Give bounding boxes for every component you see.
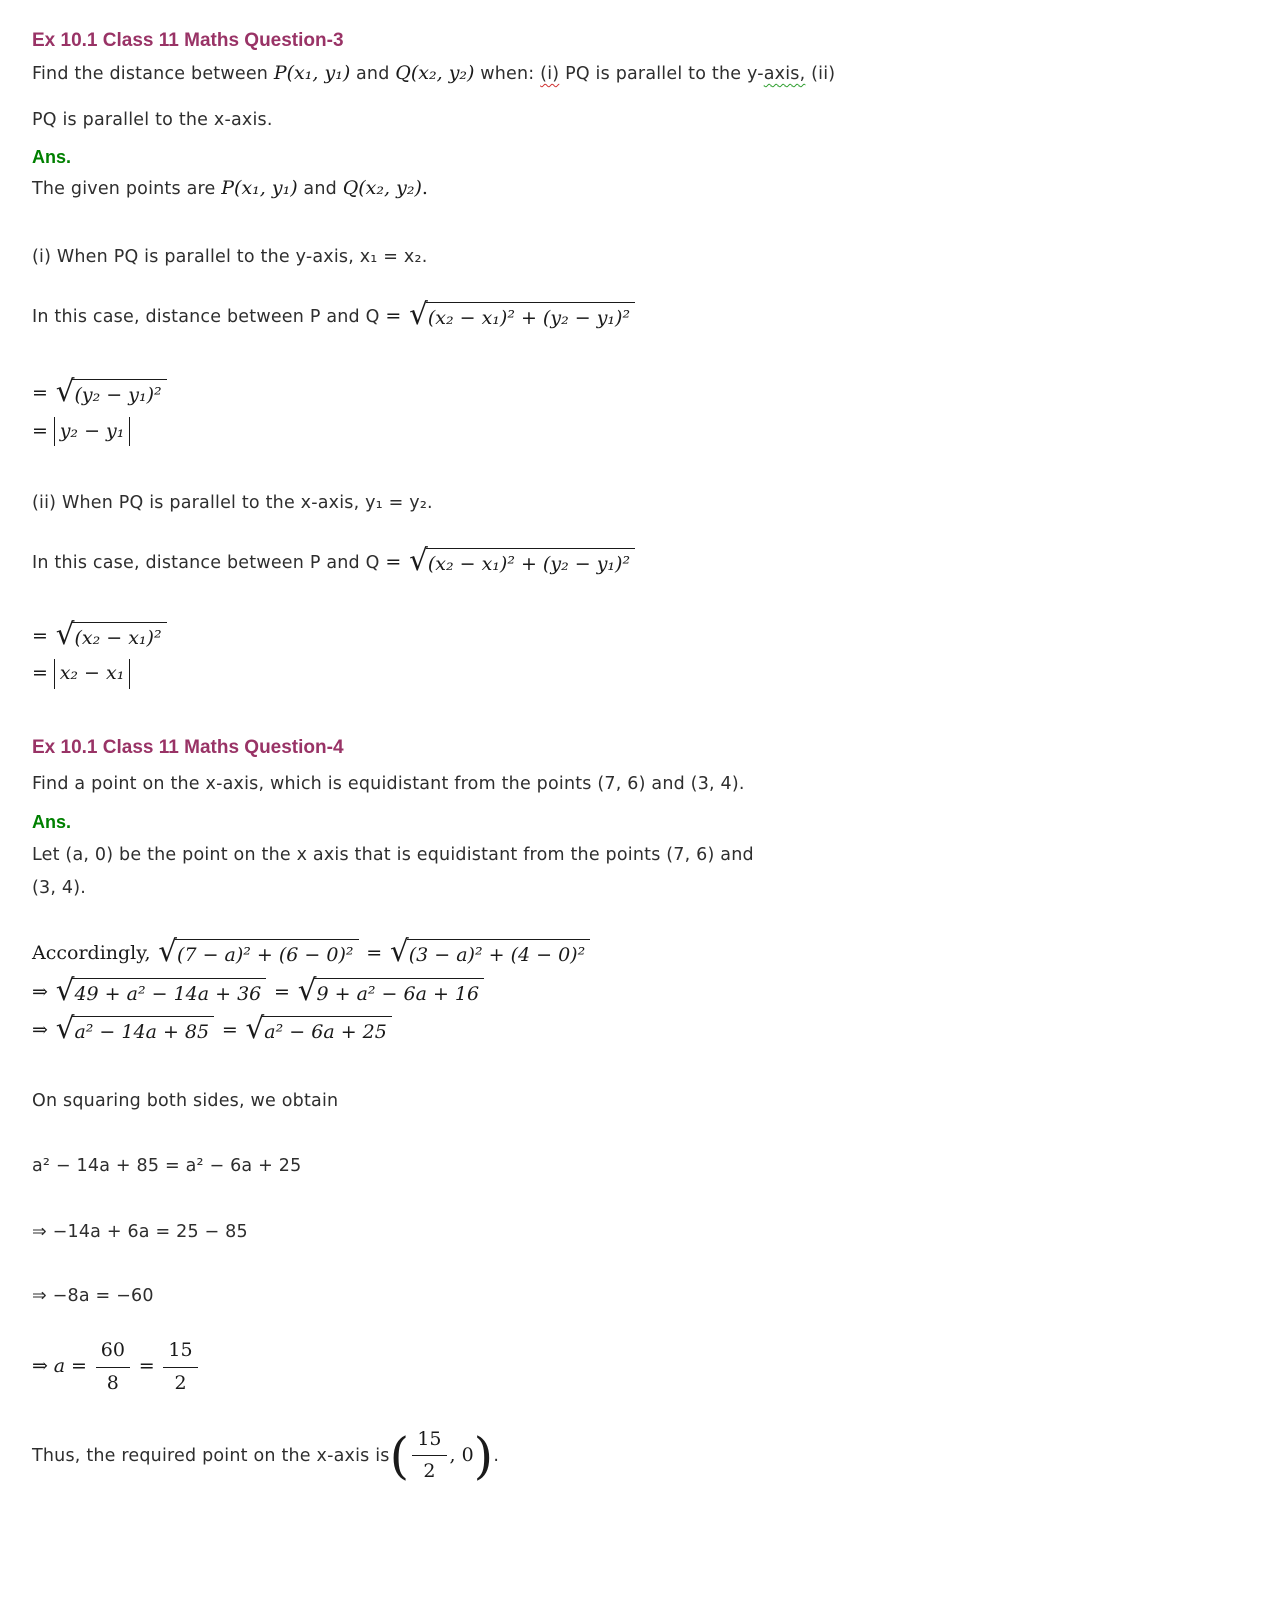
- given-point-p-math: P(x₁, y₁): [221, 177, 298, 200]
- q4-problem-line: [32, 773, 1235, 797]
- radical-icon: √: [55, 1011, 75, 1046]
- q3-when-end-text: (ii): [811, 64, 836, 84]
- equals-sign: =: [32, 662, 48, 685]
- sqrt-content: (x₂ − x₁)² + (y₂ − y₁)²: [426, 302, 635, 332]
- sqrt-content: (3 − a)² + (4 − 0)²: [407, 939, 590, 969]
- sqrt-content: (y₂ − y₁)²: [72, 379, 166, 409]
- point-p-math: P(x₁, y₁): [273, 62, 351, 84]
- fraction-15-over-2: [163, 1338, 197, 1396]
- equals-sign: =: [32, 624, 48, 647]
- fraction-numerator: 15: [163, 1338, 197, 1368]
- q3-step-simplify-i: [32, 374, 1235, 409]
- q4-equation-3-text: ⇒ −8a = −60: [32, 1285, 154, 1306]
- sqrt-content: a² − 14a + 85: [72, 1016, 214, 1046]
- radical-icon: √: [389, 933, 409, 968]
- q4-equation-2: [32, 1221, 1235, 1245]
- sqrt-content: 49 + a² − 14a + 36: [72, 978, 266, 1008]
- absolute-value-y-difference: y₂ − y₁: [54, 417, 131, 447]
- q4-let-line-2: [32, 877, 1235, 901]
- fraction-denominator: 2: [174, 1371, 187, 1394]
- q3-given-and-text: and: [303, 179, 337, 200]
- q4-accordingly-text: Accordingly,: [32, 941, 151, 964]
- implies-arrow: ⇒: [32, 980, 48, 1003]
- sqrt-content: (7 − a)² + (6 − 0)²: [175, 939, 358, 969]
- q4-conclusion-line: [32, 1427, 1235, 1485]
- sqrt-content: 9 + a² − 6a + 16: [314, 978, 484, 1008]
- sqrt-content: (x₂ − x₁)²: [72, 622, 166, 652]
- q3-given-period: .: [421, 177, 428, 200]
- given-point-q-math: Q(x₂, y₂): [342, 177, 422, 200]
- implies-arrow: ⇒: [32, 1355, 48, 1378]
- q4-accordingly-equation: [32, 933, 1235, 969]
- q4-let-text-2: (3, 4).: [32, 878, 87, 899]
- q3-distance-text-i: In this case, distance between P and Q: [32, 306, 380, 327]
- question-3-heading: Ex 10.1 Class 11 Maths Question-3: [32, 30, 344, 51]
- fraction-denominator: 8: [106, 1371, 119, 1394]
- q4-squaring-line: [32, 1090, 1235, 1114]
- equals-sign: =: [32, 382, 48, 404]
- q4-conclusion-period: .: [493, 1445, 500, 1466]
- radical-icon: √: [409, 543, 428, 578]
- sqrt-rhs: [297, 972, 484, 1008]
- equals-sign: =: [221, 1018, 238, 1041]
- right-paren-big: ): [473, 1426, 494, 1485]
- q3-result-ii: [32, 659, 1235, 689]
- q3-distance-formula-ii: [32, 543, 1235, 578]
- q4-let-line-1: [32, 844, 1235, 868]
- q3-problem-text: Find the distance between: [32, 64, 269, 84]
- sqrt-rhs: [245, 1011, 392, 1046]
- radical-icon: √: [55, 616, 75, 651]
- radical-icon: √: [245, 1011, 265, 1046]
- sqrt-rhs: [389, 933, 590, 969]
- sqrt-distance-expression-i: [409, 296, 635, 332]
- left-paren-big: (: [389, 1426, 410, 1485]
- q4-problem-text: Find a point on the x-axis, which is equidistant from the points (7, 6) and (3, 4).: [32, 774, 745, 794]
- point-q-math: Q(x₂, y₂): [395, 62, 475, 84]
- implies-arrow: ⇒: [32, 1018, 48, 1041]
- sqrt-lhs: [158, 933, 358, 969]
- q3-case-ii-line: [32, 492, 1235, 516]
- q3-and-text: and: [356, 64, 390, 84]
- radical-icon: √: [297, 972, 317, 1007]
- q3-when-mid-text: PQ is parallel to the y-: [565, 64, 764, 84]
- equals-sign: =: [385, 304, 402, 327]
- q4-step-b-equation: [32, 1011, 1235, 1046]
- sqrt-content: a² − 6a + 25: [262, 1016, 392, 1046]
- q3-axis-misspell-underline: axis,: [763, 64, 806, 84]
- radical-icon: √: [158, 933, 178, 968]
- q4-squaring-text: On squaring both sides, we obtain: [32, 1090, 339, 1111]
- sqrt-content: (x₂ − x₁)² + (y₂ − y₁)²: [426, 548, 635, 578]
- q3-given-points-line: [32, 176, 1235, 202]
- fraction-15-over-2: [412, 1427, 446, 1485]
- q3-roman-numeral-i: (i): [540, 64, 560, 84]
- absolute-value-x-difference: x₂ − x₁: [54, 659, 131, 689]
- q3-case-i-text: (i) When PQ is parallel to the y-axis, x₁ = x₂.: [32, 246, 428, 267]
- q3-step-simplify-ii: [32, 616, 1235, 652]
- fraction-numerator: 15: [412, 1427, 446, 1457]
- sqrt-y-difference: [55, 374, 167, 409]
- fraction-numerator: 60: [96, 1338, 130, 1368]
- q3-given-text: The given points are: [32, 179, 216, 200]
- fraction-60-over-8: [96, 1338, 130, 1396]
- q4-a-equals-text: a =: [53, 1355, 87, 1378]
- q3-problem-line-1: [32, 61, 1235, 87]
- radical-icon: √: [55, 374, 75, 409]
- q4-equation-1-text: a² − 14a + 85 = a² − 6a + 25: [32, 1156, 302, 1177]
- equals-sign: =: [138, 1355, 155, 1378]
- q4-conclusion-text: Thus, the required point on the x-axis is: [32, 1445, 390, 1466]
- q3-problem-line-2-text: PQ is parallel to the x-axis.: [32, 109, 273, 130]
- sqrt-lhs: [55, 1011, 214, 1046]
- q3-answer-label: Ans.: [32, 147, 72, 168]
- equals-sign: =: [274, 980, 290, 1003]
- q4-conclusion-coordinate: , 0: [449, 1443, 474, 1466]
- q3-result-i: [32, 417, 1235, 447]
- q4-equation-3: [32, 1285, 1235, 1309]
- sqrt-x-difference: [55, 616, 167, 652]
- question-4-heading: Ex 10.1 Class 11 Maths Question-4: [32, 737, 344, 758]
- q3-when-text: when:: [480, 64, 535, 84]
- equals-sign: =: [366, 941, 383, 964]
- fraction-denominator: 2: [423, 1460, 436, 1483]
- sqrt-distance-expression-ii: [409, 543, 635, 578]
- q4-step-a-equation: [32, 972, 1235, 1008]
- radical-icon: √: [409, 296, 428, 331]
- q3-distance-text-ii: In this case, distance between P and Q: [32, 552, 380, 573]
- equals-sign: =: [32, 419, 48, 442]
- q3-problem-line-2: [32, 109, 1235, 133]
- radical-icon: √: [55, 972, 75, 1007]
- q3-case-ii-text: (ii) When PQ is parallel to the x-axis, y₁ = y₂.: [32, 493, 433, 514]
- q4-solve-a-equation: [32, 1338, 1235, 1396]
- q4-equation-1: [32, 1155, 1235, 1179]
- q3-distance-formula-i: [32, 296, 1235, 332]
- equals-sign: =: [385, 550, 402, 573]
- sqrt-lhs: [55, 972, 267, 1008]
- q4-answer-label: Ans.: [32, 811, 72, 832]
- q3-case-i-line: [32, 246, 1235, 270]
- q4-equation-2-text: ⇒ −14a + 6a = 25 − 85: [32, 1222, 248, 1243]
- q4-let-text-1: Let (a, 0) be the point on the x axis that is equidistant from the points (7, 6) and: [32, 844, 754, 865]
